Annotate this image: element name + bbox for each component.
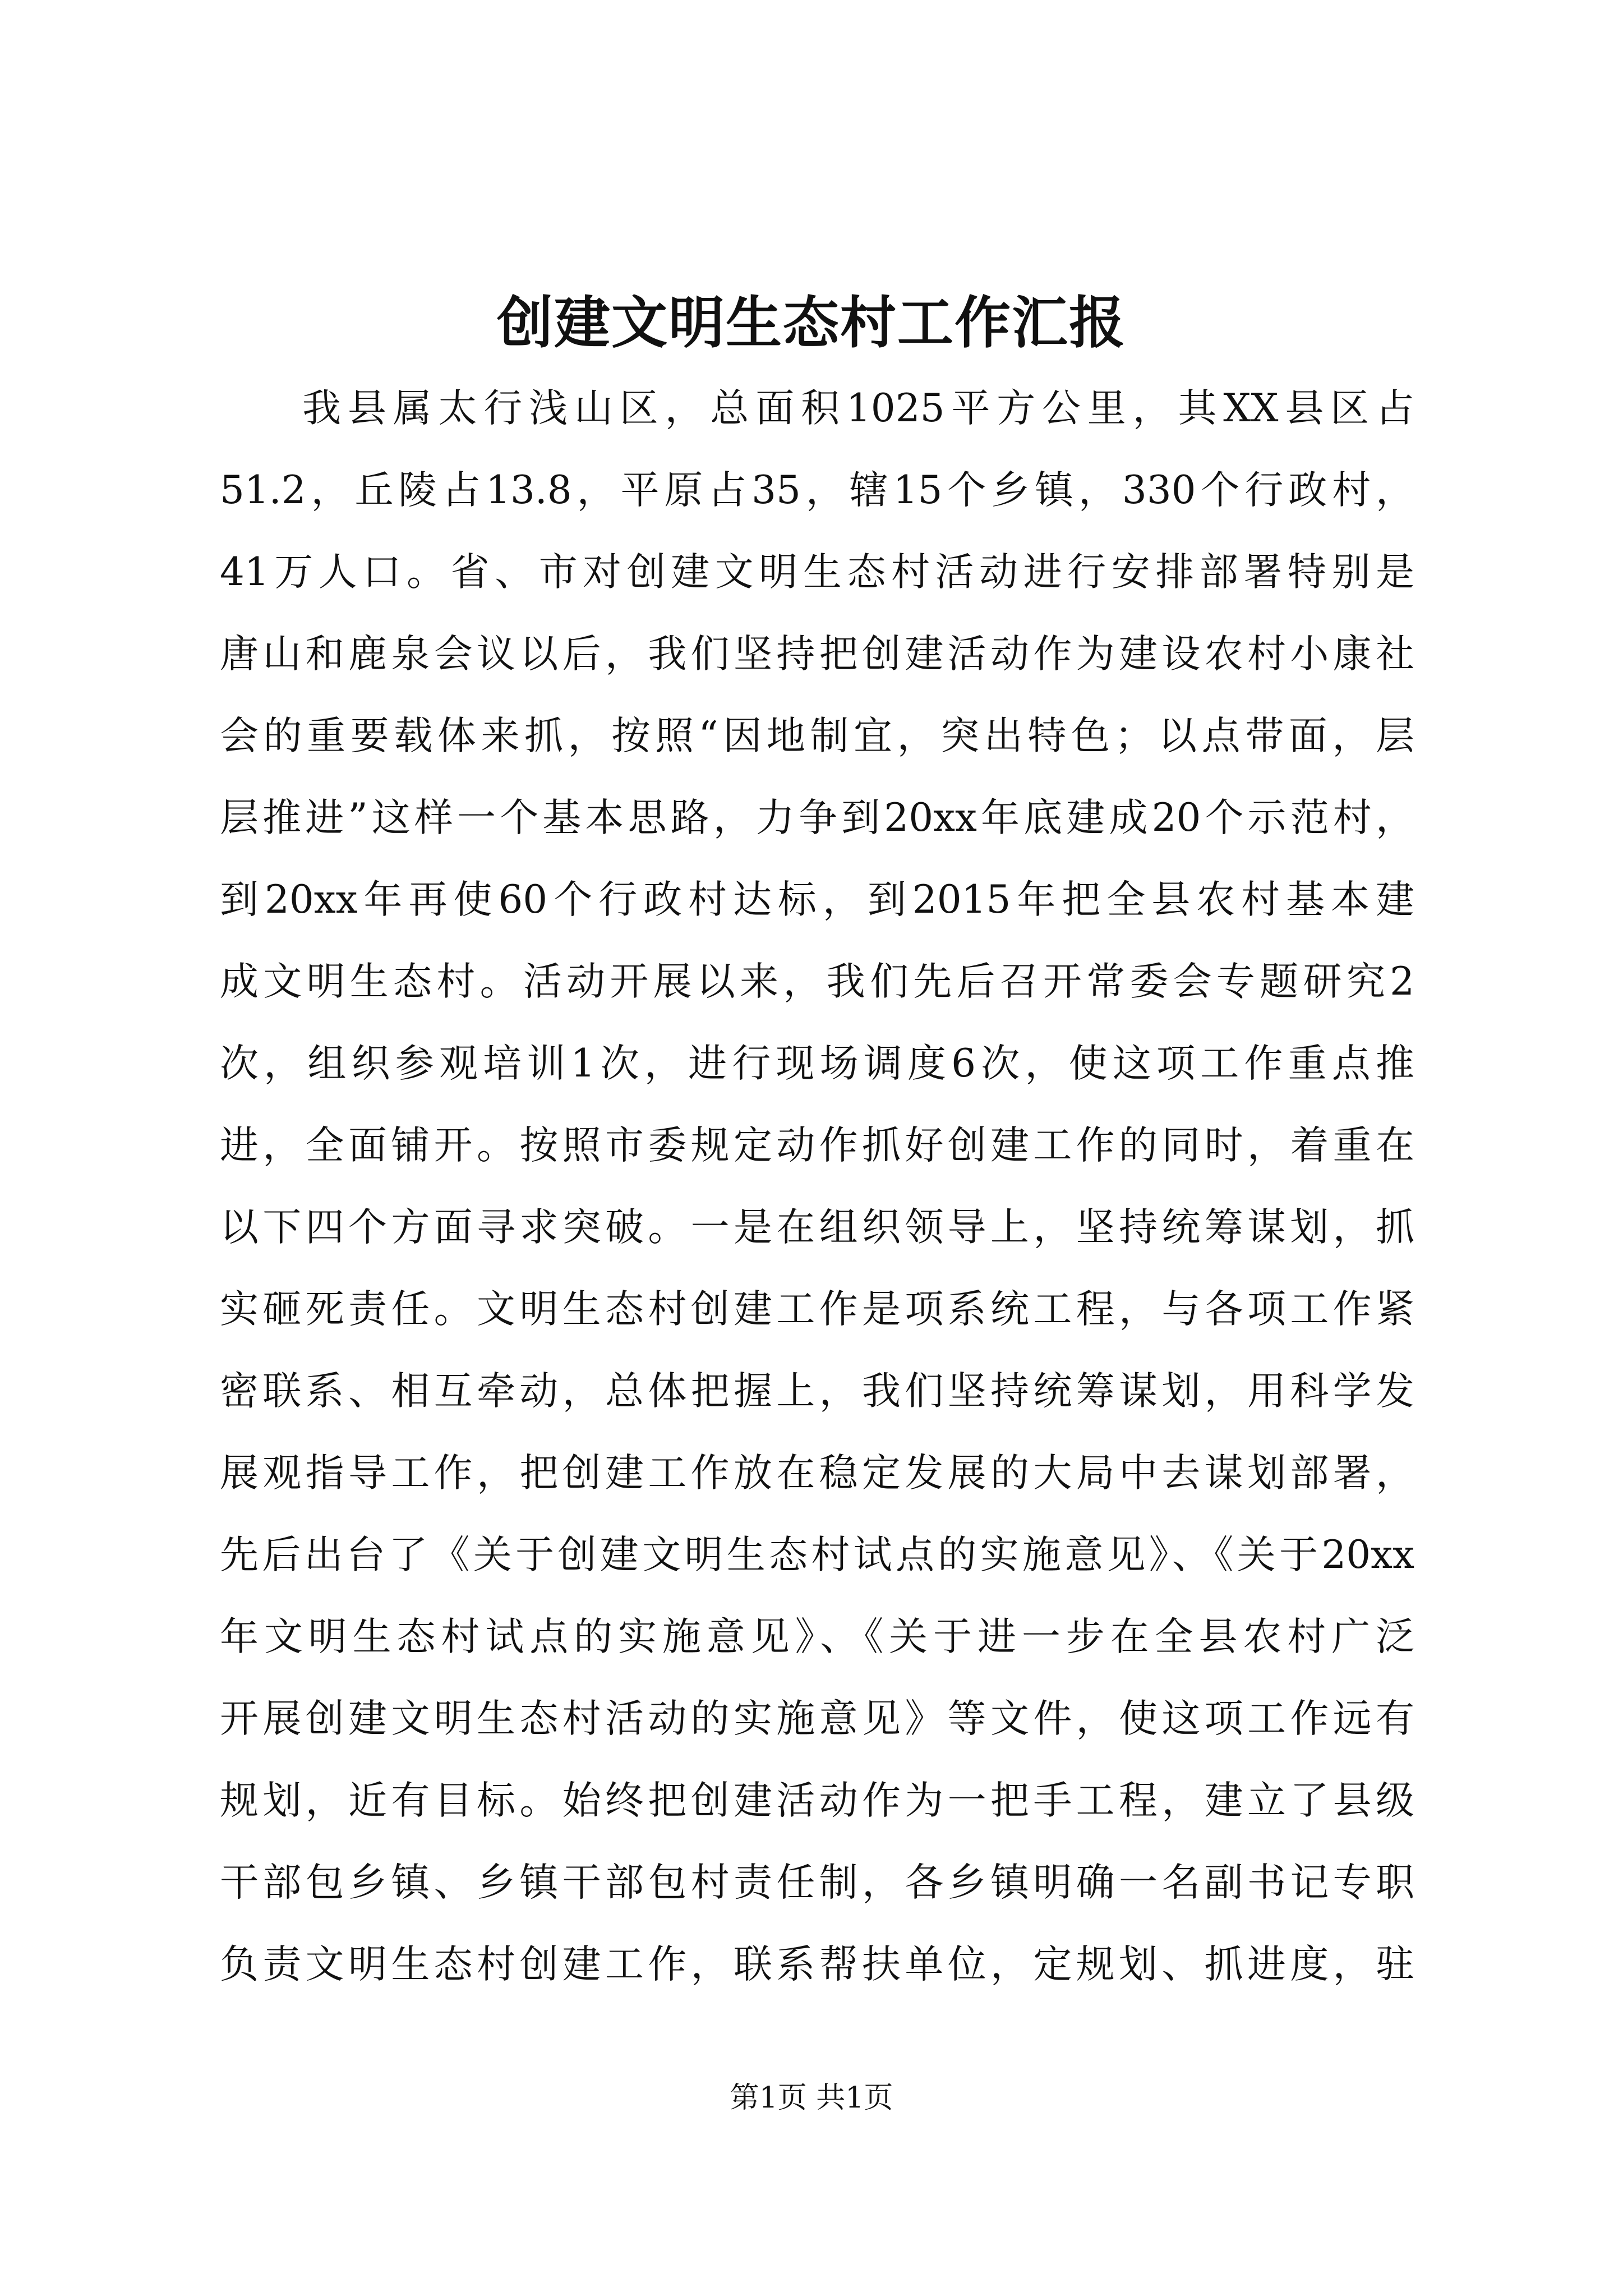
body-line: 41万人口。省、市对创建文明生态村活动进行安排部署特别是: [220, 550, 1414, 595]
page-footer: 第1页 共1页: [730, 2081, 893, 2115]
body-line: 年文明生态村试点的实施意见》、《关于进一步在全县农村广泛: [220, 1614, 1414, 1659]
body-line: 到20xx年再使60个行政村达标，到2015年把全县农村基本建: [220, 877, 1414, 922]
document-title: 创建文明生态村工作汇报: [497, 289, 1126, 356]
body-line: 规划，近有目标。始终把创建活动作为一把手工程，建立了县级: [220, 1778, 1414, 1823]
body-line: 展观指导工作，把创建工作放在稳定发展的大局中去谋划部署，: [220, 1451, 1414, 1496]
body-line: 以下四个方面寻求突破。一是在组织领导上，坚持统筹谋划，抓: [220, 1205, 1414, 1250]
body-line: 进，全面铺开。按照市委规定动作抓好创建工作的同时，着重在: [220, 1123, 1414, 1168]
body-line: 51.2，丘陵占13.8，平原占35，辖15个乡镇，330个行政村，: [220, 468, 1414, 513]
body-line: 次，组织参观培训1次，进行现场调度6次，使这项工作重点推: [220, 1041, 1414, 1086]
body-line: 干部包乡镇、乡镇干部包村责任制，各乡镇明确一名副书记专职: [220, 1860, 1414, 1905]
body-line: 密联系、相互牵动，总体把握上，我们坚持统筹谋划，用科学发: [220, 1369, 1414, 1414]
body-line: 会的重要载体来抓，按照“因地制宜，突出特色；以点带面，层: [220, 714, 1414, 758]
body-line: 唐山和鹿泉会议以后，我们坚持把创建活动作为建设农村小康社: [220, 632, 1414, 677]
body-line: 层推进”这样一个基本思路，力争到20xx年底建成20个示范村，: [220, 795, 1414, 840]
body-line: 成文明生态村。活动开展以来，我们先后召开常委会专题研究2: [220, 959, 1414, 1004]
body-line: 我县属太行浅山区，总面积1025平方公里，其XX县区占: [302, 386, 1414, 431]
body-line: 负责文明生态村创建工作，联系帮扶单位，定规划、抓进度，驻: [220, 1942, 1414, 1987]
body-line: 先后出台了《关于创建文明生态村试点的实施意见》、《关于20xx: [220, 1533, 1414, 1577]
document-body: [220, 367, 1414, 2005]
body-line: 开展创建文明生态村活动的实施意见》等文件，使这项工作远有: [220, 1696, 1414, 1741]
body-line: 实砸死责任。文明生态村创建工作是项系统工程，与各项工作紧: [220, 1287, 1414, 1332]
